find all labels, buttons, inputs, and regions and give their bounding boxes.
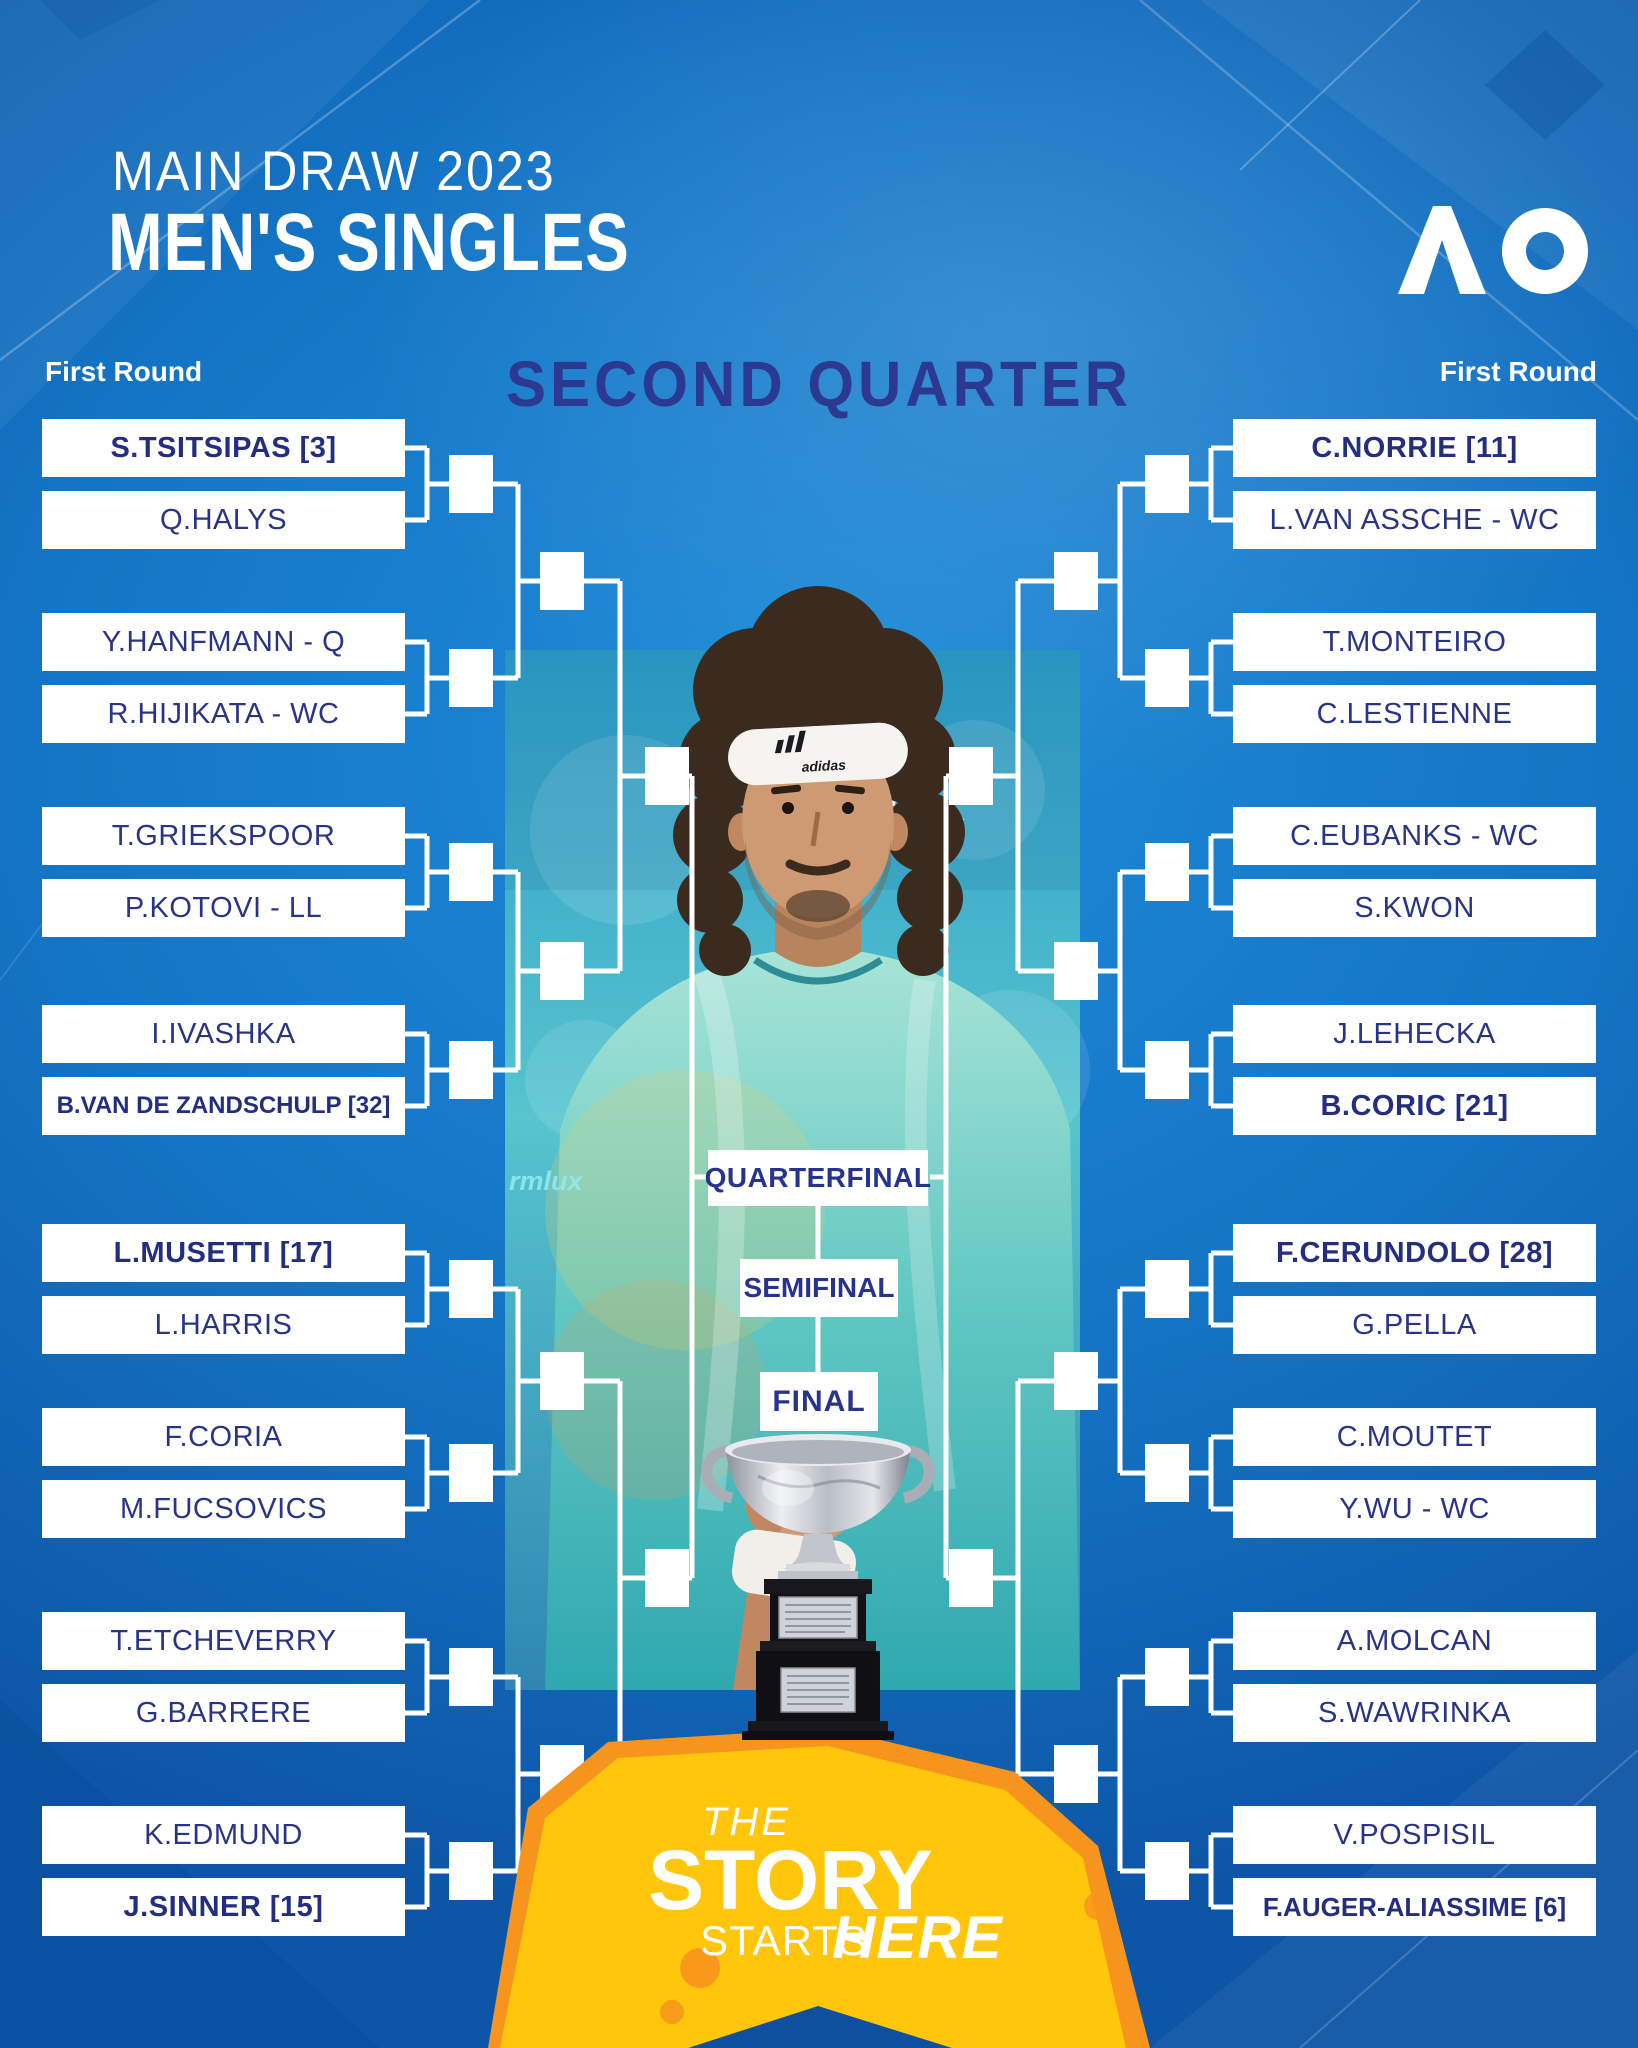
trophy-illustration [700,1430,936,1750]
stadium-signage-text: rmlux [509,1166,583,1196]
player-name: B.VAN DE ZANDSCHULP [32] [56,1092,391,1119]
player-name: F.CERUNDOLO [28] [1275,1236,1554,1269]
player-name: T.ETCHEVERRY [110,1624,337,1657]
player-name: G.PELLA [1352,1308,1477,1341]
player-name: I.IVASHKA [151,1017,296,1050]
quarterfinal-label: QUARTERFINAL [708,1150,928,1206]
player-name: T.MONTEIRO [1322,625,1507,658]
player-name: R.HIJIKATA - WC [107,697,340,730]
campaign-the: THE [702,1800,791,1844]
draw-label: MAIN DRAW 2023 [112,139,556,202]
player-name: G.BARRERE [135,1696,312,1729]
campaign-starts: STARTS [700,1917,868,1964]
first-round-label-right: First Round [1439,356,1597,387]
player-name: S.WAWRINKA [1318,1696,1511,1729]
event-title: MEN'S SINGLES [108,197,630,288]
semifinal-label: SEMIFINAL [740,1259,898,1317]
player-name: C.MOUTET [1336,1420,1493,1453]
player-name: B.CORIC [21] [1320,1089,1509,1122]
player-name: L.MUSETTI [17] [113,1236,334,1269]
player-name: F.CORIA [164,1420,283,1453]
player-name: M.FUCSOVICS [120,1492,327,1525]
player-name: K.EDMUND [144,1818,303,1851]
player-name: T.GRIEKSPOOR [111,819,336,852]
player-name: C.EUBANKS - WC [1290,819,1539,852]
player-name: Q.HALYS [159,503,288,536]
quarter-title: SECOND QUARTER [505,348,1133,421]
player-name: J.LEHECKA [1333,1017,1496,1050]
player-name: L.HARRIS [154,1308,293,1341]
player-name: S.KWON [1354,891,1475,924]
player-name: V.POSPISIL [1333,1818,1496,1851]
final-label: FINAL [760,1372,878,1431]
player-name: C.LESTIENNE [1316,697,1513,730]
first-round-label-left: First Round [45,356,203,387]
player-name: F.AUGER-ALIASSIME [6] [1262,1891,1567,1922]
campaign-here: HERE [832,1904,1003,1971]
player-name: A.MOLCAN [1336,1624,1493,1657]
player-name: Y.WU - WC [1339,1492,1490,1525]
player-name: Y.HANFMANN - Q [101,625,346,658]
player-name: S.TSITSIPAS [3] [110,431,337,464]
player-name: L.VAN ASSCHE - WC [1269,503,1560,536]
player-name: C.NORRIE [11] [1311,431,1518,464]
player-name: P.KOTOVI - LL [124,891,323,924]
player-name: J.SINNER [15] [123,1890,324,1923]
headband-adidas-text: adidas [801,756,847,775]
campaign-story: STORY [648,1833,933,1927]
